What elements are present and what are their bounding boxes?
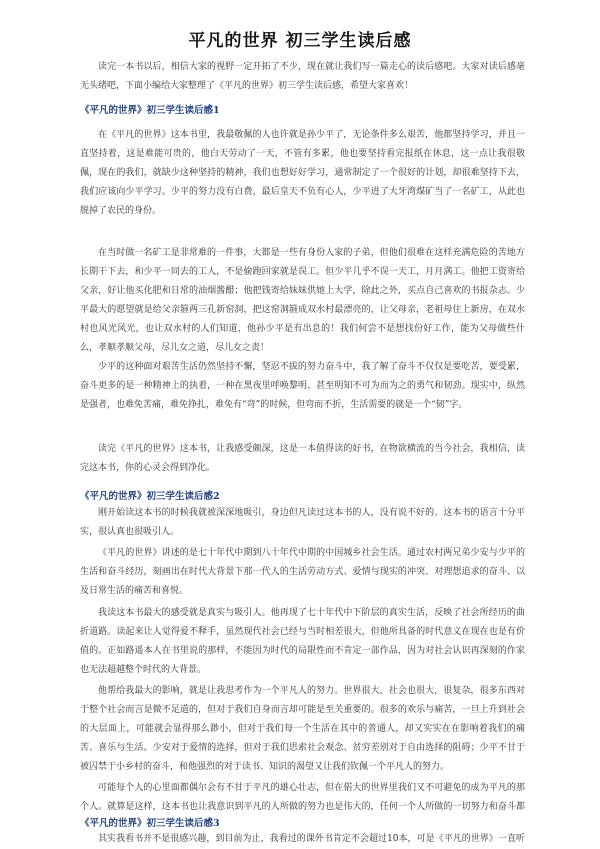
section-3-paragraph-1: 其实我看书并不是很感兴趣，到目前为止，我看过的课外书肯定不会超过10本，可是《平凡的世界》一直听 xyxy=(98,834,525,844)
intro-paragraph: 读完一本书以后，相信大家的视野一定开拓了不少，现在就让我们写一篇走心的读后感吧。大家对读后感毫无头绪吧，下面小编给大家整理了《平凡的世界》初三学生读后感，希望大家喜欢！ xyxy=(80,62,525,91)
section-1-paragraph-2: 在当时做一名矿工是非常难的一件事，大都是一些有身份人家的子弟，但他们很难在这样充满危险的苦地方长期干下去，和少平一同去的工人，不是偷跑回家就是误工。但少平几乎不误一天工，月月满工。他把工资寄给父亲，好让他买化肥和日常的油烟酱醋；他把钱寄给妹妹供她上大学，除此之外，买点自己喜欢的书报杂志。少平最大的愿望就是给父亲箍两三孔新窑洞，把这窑洞箍成双水村最漂亮的，让父母亲，老祖母住上新房，在双水村也风光风光，也让双水村的人们知道，他孙少平是有出息的！我们何尝不是想找份好工作，能为父母做些什么，孝顺孝顺父母，尽儿女之道，尽儿女之责！ xyxy=(80,248,525,353)
section-heading-1: 《平凡的世界》初三学生读后感1 xyxy=(80,105,220,116)
section-2-paragraph-1: 刚开始读这本书的时候我就被深深地吸引，身边但凡读过这本书的人，没有说不好的。这本书的语言十分平实，很认真也很吸引人。 xyxy=(80,508,525,537)
section-2-paragraph-2: 《平凡的世界》讲述的是七十年代中期到八十年代中期的中国城乡社会生活。通过农村两兄弟少安与少平的生活和奋斗经历，刻画出在时代大背景下那一代人的生活劳动方式、爱情与现实的冲突、对理想追求的奋斗、以及日常生活的痛苦和喜悦。 xyxy=(80,548,525,596)
section-1-paragraph-3: 少平的这种面对艰苦生活仍然坚持不懈，坚忍不拔的努力奋斗中，我了解了奋斗不仅仅是要吃苦，要受累，奋斗更多的是一种精神上的执着，一种在黑夜里呼唤黎明、甚至明知不可为而为之的勇气和韧劲。现实中，纵然是强者，也难免苦痛，难免挣扎，难免有“弯”的时候，但弯而不折，生活需要的就是一个“韧”字。 xyxy=(80,362,525,410)
section-2-paragraph-5: 可能每个人的心里面都偶尔会有不甘于平凡的雄心壮志，但在偌大的世界里我们又不可避免的成为平凡的那个人。就算是这样，这本书也让我意识到平凡的人所做的努力也是伟大的，任何一个人所做的一切努力和奋斗都 xyxy=(80,783,525,812)
section-2-paragraph-3: 我读这本书最大的感受就是真实与吸引人。他再现了七十年代中下阶层的真实生活，反映了社会所经历的曲折道路。读起来让人觉得爱不释手，虽然现代社会已经与当时相差很大，但他所具备的时代意义在现在也是有价值的。正如路遥本人在书里说的那样，不能因为时代的局限性而不肯定一部作品，因为对社会认识再深刻的作家也无法超越整个时代的大背景。 xyxy=(80,608,525,675)
section-heading-3: 《平凡的世界》初三学生读后感3 xyxy=(80,818,220,829)
section-heading-2: 《平凡的世界》初三学生读后感2 xyxy=(80,491,220,502)
page-title: 平凡的世界 初三学生读后感 xyxy=(188,31,412,51)
section-2-paragraph-4: 他帮给我最大的影响，就是让我思考作为一个平凡人的努力。世界很大，社会也很大，很复杂，很多东西对于整个社会而言是微不足道的，但对于我们自身而言却可能是至关重要的。很多的欢乐与痛苦，一旦上升到社会的大层面上，可能就会显得那么渺小，但对于我们每一个生活在其中的普通人，却又实实在在影响着我们的痛苦、喜乐与生活。少安对于爱情的选择，但对于我们思索社会观念、贫穷差别对于自由选择的阻碍；少平不甘于被囚禁于小乡村的奋斗，和他强烈的对于读书、知识的渴望又让我们钦佩一个平凡人的努力。 xyxy=(80,686,525,772)
section-1-paragraph-1: 在《平凡的世界》这本书里，我最敬佩的人也许就是孙少平了，无论条件多么艰苦，他都坚持学习，并且一直坚持着，这是难能可贵的，他白天劳动了一天，不管有多累，他也要坚持看完报纸在休息，这一点让我很敬佩，现在的我们，就缺少这种坚持的精神，我们也想好好学习，通常制定了一个很好的计划，却很难坚持下去，我们应该向少平学习。少平的努力没有白费，最后皇天不负有心人，少平进了大牙湾煤矿当了一名矿工，从此也脱掉了农民的身份。 xyxy=(80,130,525,216)
section-1-paragraph-4: 读完《平凡的世界》这本书，让我感受颇深，这是一本值得读的好书，在物欲横流的当今社会，我相信，读完这本书，你的心灵会得到净化。 xyxy=(80,444,525,473)
